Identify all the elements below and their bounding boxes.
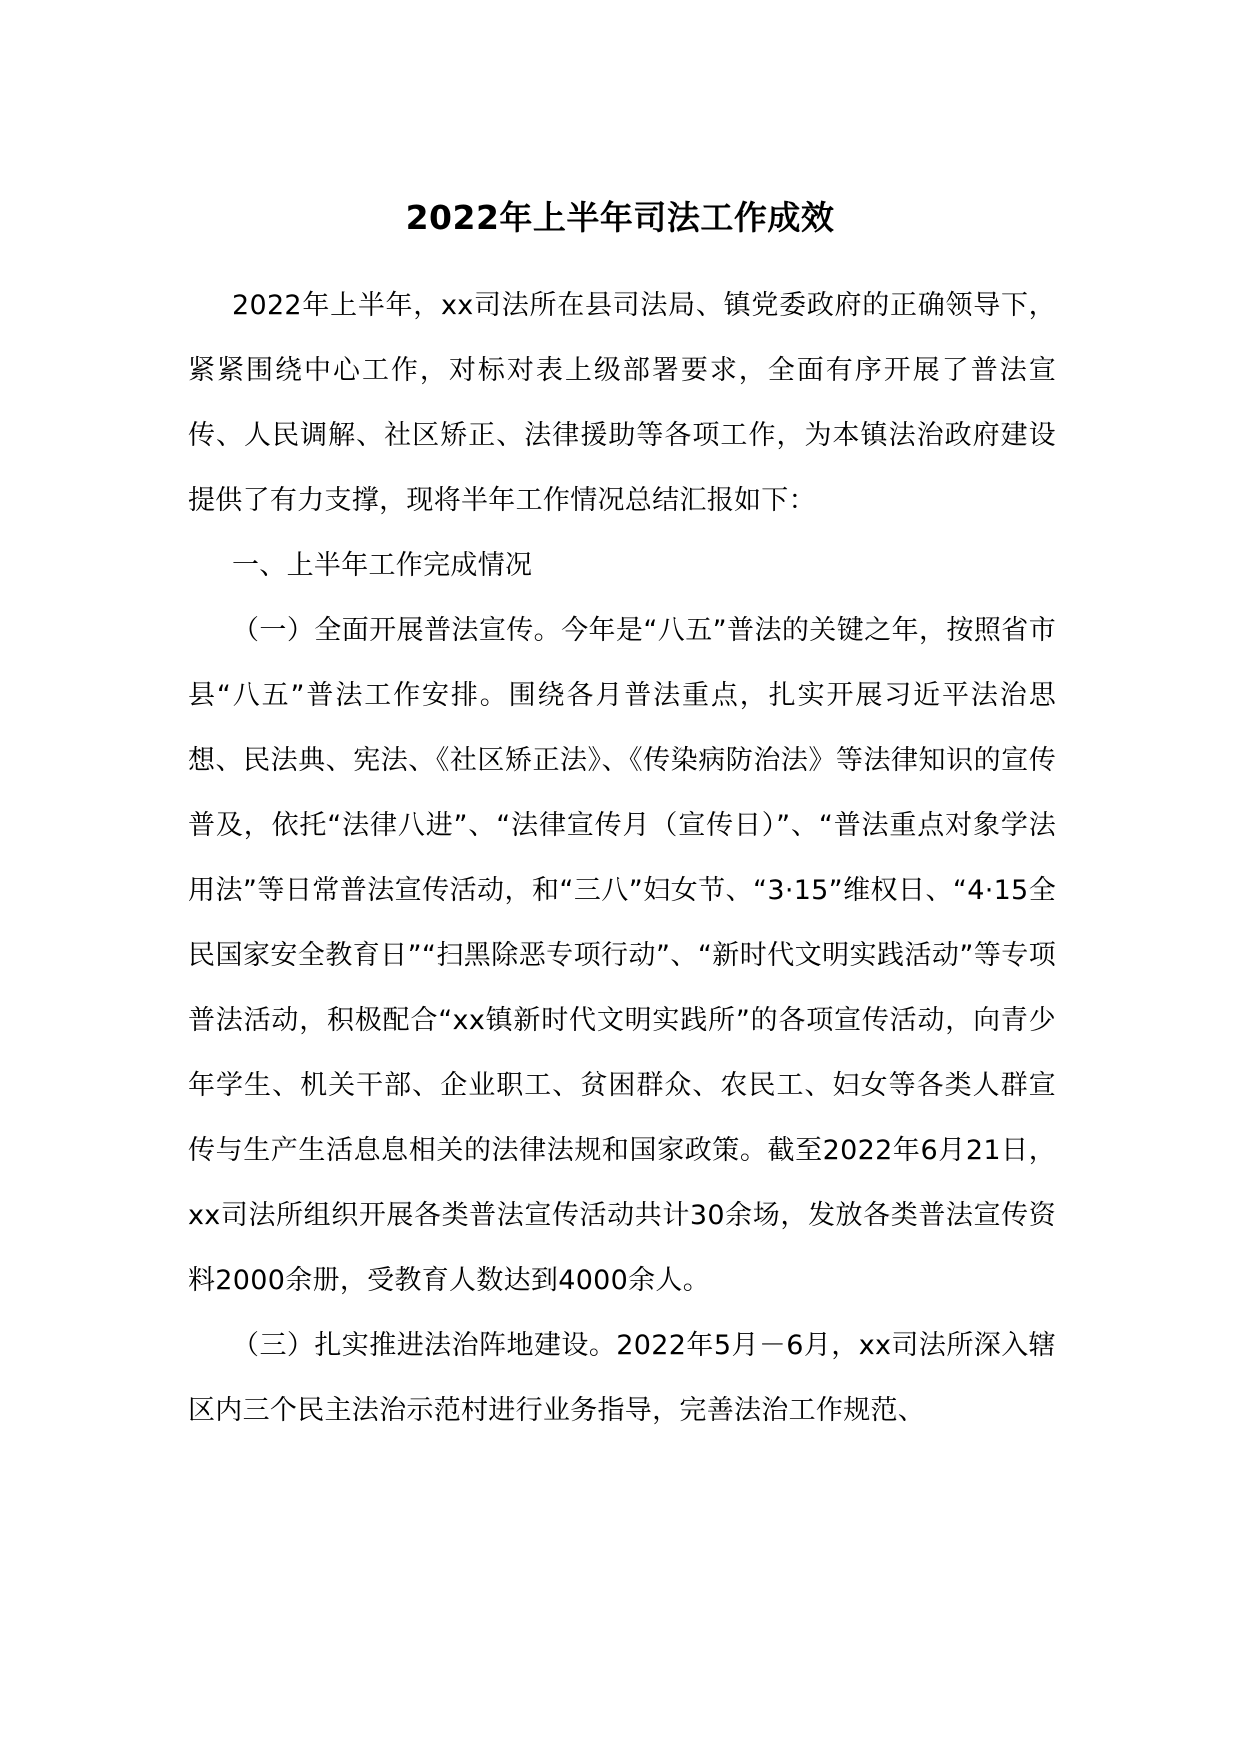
document-title: 2022年上半年司法工作成效 xyxy=(405,198,835,237)
paragraph-legal-publicity: （一）全面开展普法宣传。今年是“八五”普法的关键之年，按照省市县“八五”普法工作安排。围绕各月普法重点，扎实开展习近平法治思想、民法典、宪法、《社区矫正法》、《传染病防治法》等法律知识的宣传普及，依托“法律八进”、“法律宣传月（宣传日）”、“普法重点对象学法用法”等日常普法宣传活动，和“三八”妇女节、“3·15”维权日、“4·15全民国家安全教育日”“扫黑除恶专项行动”、“新时代文明实践活动”等专项普法活动，积极配合“xx镇新时代文明实践所”的各项宣传活动，向青少年学生、机关干部、企业职工、贫困群众、农民工、妇女等各类人群宣传与生产生活息息相关的法律法规和国家政策。截至2022年6月21日，xx司法所组织开展各类普法宣传活动共计30余场，发放各类普法宣传资料2000余册，受教育人数达到4000余人。 xyxy=(188,615,1056,1296)
document-body xyxy=(188,273,1056,1443)
intro-paragraph: 2022年上半年，xx司法所在县司法局、镇党委政府的正确领导下，紧紧围绕中心工作，对标对表上级部署要求，全面有序开展了普法宣传、人民调解、社区矫正、法律援助等各项工作，为本镇法治政府建设提供了有力支撑，现将半年工作情况总结汇报如下： xyxy=(188,290,1056,516)
paragraph-rule-of-law-base: （三）扎实推进法治阵地建设。2022年5月－6月，xx司法所深入辖区内三个民主法治示范村进行业务指导，完善法治工作规范、 xyxy=(188,1330,1056,1426)
section-heading: 一、上半年工作完成情况 xyxy=(232,550,533,581)
